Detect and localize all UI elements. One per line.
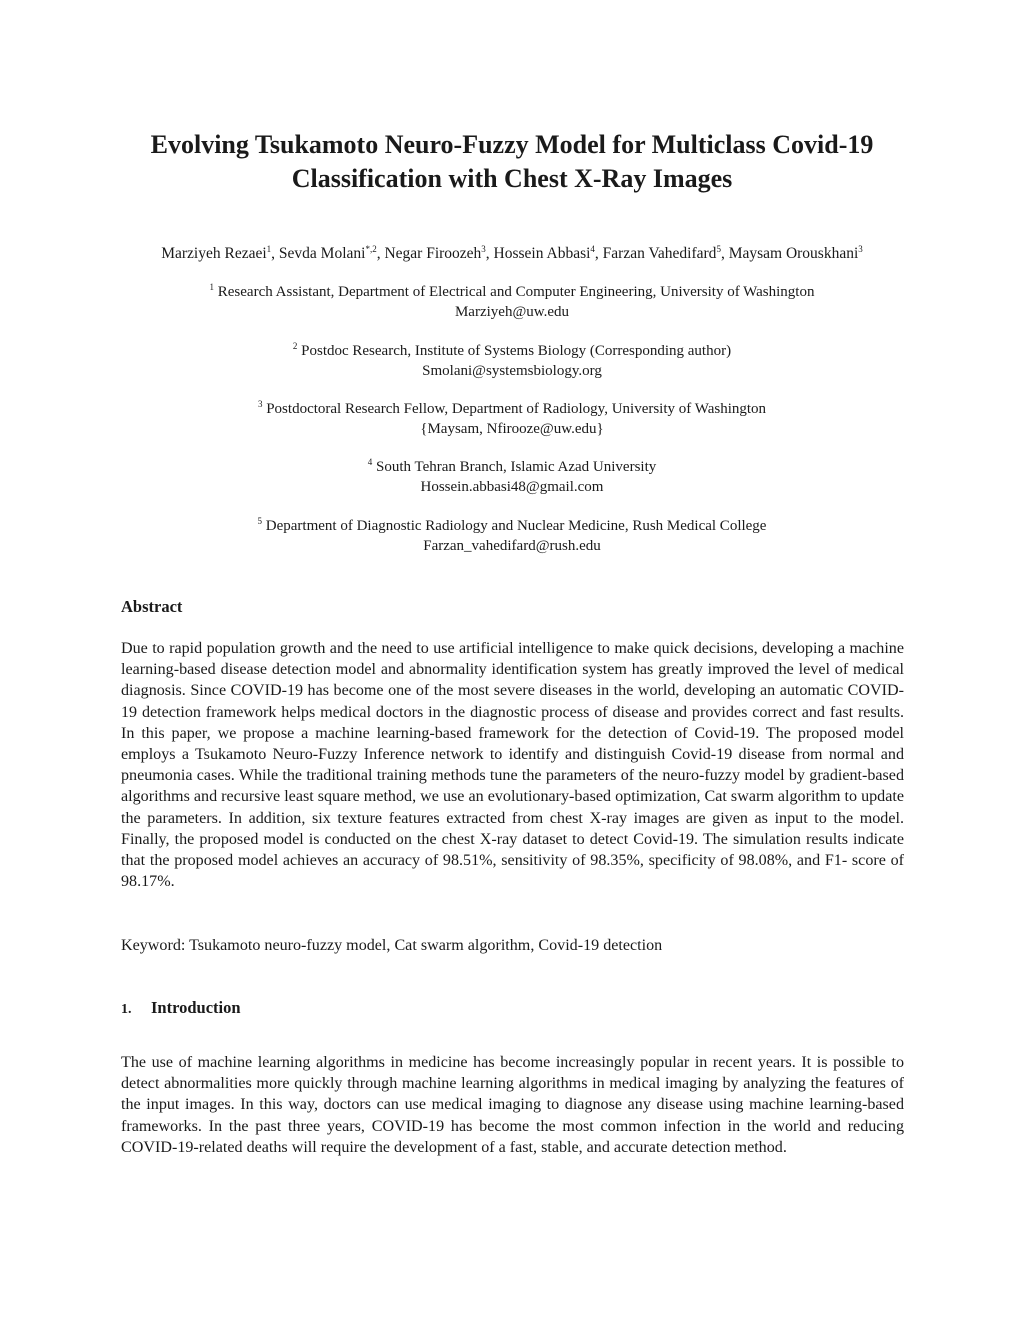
affiliation-5 (100, 516, 924, 556)
affiliation-email: Farzan_vahedifard@rush.edu (423, 538, 601, 554)
affiliation-email: Marziyeh@uw.edu (454, 304, 570, 320)
affiliation-text: $^3$ Postdoctoral Research Fellow, Department of Radiology, University of Washington (257, 399, 767, 417)
affiliation-4 (100, 457, 924, 497)
affiliation-text: $^1$ Research Assistant, Department of Electrical and Computer Engineering, University of Washington (209, 282, 815, 300)
affiliation-email: {Maysam, Nfirooze@uw.edu} (420, 421, 604, 437)
author: Farzan Vahedifard$^5$, (602, 244, 729, 262)
affiliation-3 (100, 399, 924, 439)
affiliation-text: $^4$ South Tehran Branch, Islamic Azad University (367, 457, 657, 475)
affiliation-1 (100, 282, 924, 322)
affiliation-2 (100, 341, 924, 381)
author: Negar Firoozeh$^3$, (384, 244, 494, 262)
author: Hossein Abbasi$^4$, (493, 244, 603, 262)
author-list (60, 244, 964, 264)
introduction-body: The use of machine learning algorithms in medicine has become increasingly popular in recent years. It is possible to detect abnormalities more quickly through machine learning algorithms in medical imaging by analyzing the features of the input images. In this way, doctors can use medical imaging to diagnose any disease using machine learning-based frameworks. In the past three years, COVID-19 has become the most common infection in the world and reducing COVID-19-related deaths will require the development of a fast, stable, and accurate detection method. (121, 1054, 904, 1156)
author: Maysam Orouskhani$^3$ (728, 244, 863, 262)
affiliation-text: $^5$ Department of Diagnostic Radiology and Nuclear Medicine, Rush Medical College (257, 516, 767, 534)
abstract-body: Due to rapid population growth and the need to use artificial intelligence to make quick decisions, developing a machine learning-based disease detection model and abnormality identification system has greatly improved the level of medical diagnosis. Since COVID-19 has become one of the most severe diseases in the world, developing an automatic COVID-19 detection framework helps medical doctors in the diagnostic process of disease and provides correct and fast results. In this paper, we propose a machine learning-based framework for the detection of Covid-19. The proposed model employs a Tsukamoto Neuro-Fuzzy Inference network to identify and distinguish Covid-19 disease from normal and pneumonia cases. While the traditional training methods tune the parameters of the neuro-fuzzy model by gradient-based algorithms and recursive least square method, we use an evolutionary-based optimization, Cat swarm algorithm to update the parameters. In addition, six texture features extracted from chest X-ray images are given as input to the model. Finally, the proposed model is conducted on the chest X-ray dataset to detect Covid-19. The simulation results indicate that the proposed model achieves an accuracy of 98.51%, sensitivity of 98.35%, specificity of 98.08%, and F1- score of 98.17%. (121, 640, 904, 891)
introduction-heading (121, 998, 241, 1020)
section-title: Introduction (151, 998, 241, 1017)
affiliation-text: $^2$ Postdoc Research, Institute of Systems Biology (Corresponding author) (292, 341, 732, 359)
author: Marziyeh Rezaei$^1$, (161, 244, 279, 262)
abstract-heading: Abstract (121, 597, 183, 616)
author: Sevda Molani$^{*,2}$, (278, 244, 385, 262)
affiliation-email: Hossein.abbasi48@gmail.com (420, 479, 604, 495)
paper-title: Evolving Tsukamoto Neuro-Fuzzy Model for Multiclass Covid-19 Classification with Chest X-Ray Images (150, 130, 874, 193)
affiliation-email: Smolani@systemsbiology.org (422, 363, 602, 379)
section-number: 1. (121, 1002, 132, 1017)
keywords: Keyword: Tsukamoto neuro-fuzzy model, Cat swarm algorithm, Covid-19 detection (121, 937, 663, 954)
